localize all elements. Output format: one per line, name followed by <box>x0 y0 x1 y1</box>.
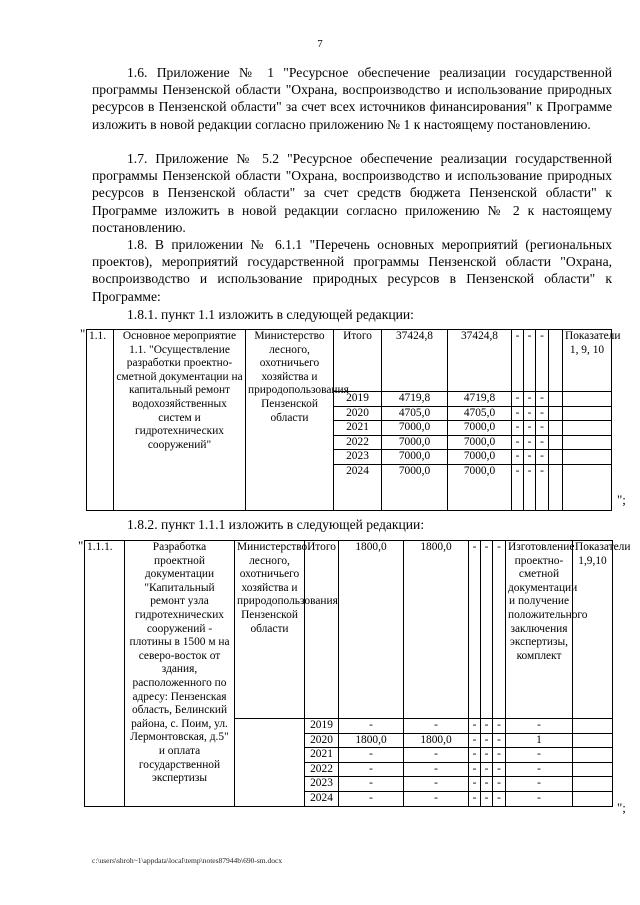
regional-cell: 1800,0 <box>404 733 469 748</box>
empty-cell <box>549 330 563 392</box>
page-number: 7 <box>317 38 323 50</box>
dash-cell: - <box>493 791 506 806</box>
item-number: 1.1.1. <box>85 541 125 807</box>
total-cell: 1800,0 <box>339 733 404 748</box>
empty-cell <box>549 435 563 450</box>
empty-cell <box>549 392 563 407</box>
regional-cell: 1800,0 <box>404 541 469 719</box>
dash-cell: - <box>469 791 481 806</box>
empty-cell <box>549 421 563 436</box>
table2-open-quote: " <box>78 538 84 553</box>
empty-cell <box>563 392 612 407</box>
total-cell: 37424,8 <box>382 330 448 392</box>
dash-cell: - <box>524 330 536 392</box>
dash-cell: - <box>469 777 481 792</box>
empty-cell <box>563 464 612 510</box>
dash-cell: - <box>524 450 536 465</box>
regional-cell: 4719,8 <box>448 392 512 407</box>
year-cell: 2019 <box>334 392 382 407</box>
empty-cell <box>549 406 563 421</box>
dash-cell: - <box>493 748 506 763</box>
dash-cell: - <box>524 464 536 510</box>
empty-cell <box>573 762 613 777</box>
regional-cell: 7000,0 <box>448 435 512 450</box>
table1-close-quote: "; <box>617 492 626 507</box>
dash-cell: - <box>481 762 493 777</box>
dash-cell: - <box>536 464 549 510</box>
empty-cell <box>549 450 563 465</box>
table1-open-quote: " <box>80 326 86 341</box>
dash-cell: - <box>512 392 524 407</box>
regional-cell: - <box>404 777 469 792</box>
paragraph-1-8: 1.8. В приложении № 6.1.1 "Перечень основных мероприятий (региональных проектов), мероприятий государственной программы Пензенской области "Охрана, воспроизводство и использование природных ресурсов в Пензенской области" к Программе: <box>92 237 612 304</box>
regional-cell: - <box>404 719 469 734</box>
dash-cell: - <box>481 541 493 719</box>
year-cell: 2020 <box>305 733 339 748</box>
result-cell: - <box>506 762 573 777</box>
regional-cell: 4705,0 <box>448 406 512 421</box>
empty-cell <box>563 450 612 465</box>
dash-cell: - <box>512 421 524 436</box>
dash-cell: - <box>536 392 549 407</box>
dash-cell: - <box>469 719 481 734</box>
dash-cell: - <box>481 791 493 806</box>
empty-cell <box>573 733 613 748</box>
empty-cell <box>573 748 613 763</box>
result-cell: - <box>506 719 573 734</box>
executor: Министерство лесного, охотничьего хозяйства и природопользования Пензенской области <box>235 541 305 719</box>
dash-cell: - <box>524 435 536 450</box>
regional-cell: 7000,0 <box>448 450 512 465</box>
regional-cell: 7000,0 <box>448 464 512 510</box>
dash-cell: - <box>536 435 549 450</box>
year-cell: 2023 <box>334 450 382 465</box>
result-cell: - <box>506 777 573 792</box>
total-cell: - <box>339 762 404 777</box>
dash-cell: - <box>536 330 549 392</box>
table-1-1-1 <box>84 540 631 807</box>
dash-cell: - <box>493 777 506 792</box>
total-cell: 7000,0 <box>382 464 448 510</box>
dash-cell: - <box>524 406 536 421</box>
year-cell: 2024 <box>334 464 382 510</box>
result-cell: - <box>506 748 573 763</box>
result-cell: - <box>506 791 573 806</box>
empty-cell <box>563 421 612 436</box>
dash-cell: - <box>481 777 493 792</box>
indicators-cell: Показатели 1, 9, 10 <box>563 330 612 392</box>
dash-cell: - <box>493 541 506 719</box>
total-cell: - <box>339 791 404 806</box>
empty-cell <box>573 777 613 792</box>
footer-file-path: c:\users\shroh~1\appdata\local\temp\notes87944b\690-sm.docx <box>92 856 283 865</box>
indicators-cell: Показатели 1,9,10 <box>573 541 613 719</box>
empty-cell <box>563 435 612 450</box>
table-1-1 <box>86 329 621 511</box>
dash-cell: - <box>524 392 536 407</box>
year-cell: 2022 <box>334 435 382 450</box>
item-name: Основное мероприятие 1.1. "Осуществление разработки проектно-сметной документации на капитальный ремонт водохозяйственных систем и гидротехнических сооружений" <box>114 330 246 511</box>
total-cell: - <box>339 719 404 734</box>
dash-cell: - <box>512 406 524 421</box>
dash-cell: - <box>512 435 524 450</box>
total-cell: 4705,0 <box>382 406 448 421</box>
dash-cell: - <box>512 450 524 465</box>
dash-cell: - <box>536 450 549 465</box>
dash-cell: - <box>481 733 493 748</box>
empty-cell <box>549 464 563 510</box>
item-name: Разработка проектной документации "Капитальный ремонт узла гидротехнических сооружений - плотины в 1500 м на северо-восток от здания, расположенного по адресу: Пензенская область, Белинский района, с. Поим, ул. Лермонтовская, д.5" и оплата государственной экспертизы <box>125 541 235 807</box>
dash-cell: - <box>469 733 481 748</box>
result-cell: Изготовление проектно-сметной документации и получение положительного заключения экспертизы, комплект <box>506 541 573 719</box>
total-cell: 7000,0 <box>382 450 448 465</box>
year-cell: Итого <box>334 330 382 392</box>
executor: Министерство лесного, охотничьего хозяйства и природопользования Пензенской области <box>246 330 334 511</box>
total-cell: 7000,0 <box>382 421 448 436</box>
table2-close-quote: "; <box>617 800 626 815</box>
table-row <box>85 541 613 719</box>
paragraph-1-6: 1.6. Приложение № 1 "Ресурсное обеспечение реализации государственной программы Пензенской области "Охрана, воспроизводство и использование природных ресурсов в Пензенской области" за счет всех источников финансирования" к Программе изложить в новой редакции согласно приложению № 1 к настоящему постановлению. <box>92 65 612 132</box>
dash-cell: - <box>512 330 524 392</box>
total-cell: 1800,0 <box>339 541 404 719</box>
regional-cell: 37424,8 <box>448 330 512 392</box>
empty-cell <box>573 791 613 806</box>
empty-cell <box>563 406 612 421</box>
regional-cell: 7000,0 <box>448 421 512 436</box>
dash-cell: - <box>469 762 481 777</box>
dash-cell: - <box>493 762 506 777</box>
result-cell: 1 <box>506 733 573 748</box>
empty-cell <box>573 719 613 734</box>
dash-cell: - <box>469 748 481 763</box>
dash-cell: - <box>493 719 506 734</box>
regional-cell: - <box>404 762 469 777</box>
item-number: 1.1. <box>87 330 114 511</box>
subheading-1-8-1: 1.8.1. пункт 1.1 изложить в следующей редакции: <box>127 307 414 322</box>
regional-cell: - <box>404 748 469 763</box>
year-cell: 2024 <box>305 791 339 806</box>
year-cell: Итого <box>305 541 339 719</box>
total-cell: 4719,8 <box>382 392 448 407</box>
year-cell: 2022 <box>305 762 339 777</box>
year-cell: 2021 <box>334 421 382 436</box>
total-cell: 7000,0 <box>382 435 448 450</box>
year-cell: 2021 <box>305 748 339 763</box>
total-cell: - <box>339 777 404 792</box>
year-cell: 2019 <box>305 719 339 734</box>
dash-cell: - <box>536 421 549 436</box>
subheading-1-8-2: 1.8.2. пункт 1.1.1 изложить в следующей редакции: <box>127 517 425 532</box>
dash-cell: - <box>536 406 549 421</box>
year-cell: 2020 <box>334 406 382 421</box>
paragraph-1-7: 1.7. Приложение № 5.2 "Ресурсное обеспечение реализации государственной программы Пензенской области "Охрана, воспроизводство и использование природных ресурсов в Пензенской области" за счет средств бюджета Пензенской области" к Программе изложить в новой редакции согласно приложению № 2 к настоящему постановлению. <box>92 151 612 235</box>
dash-cell: - <box>481 748 493 763</box>
dash-cell: - <box>524 421 536 436</box>
total-cell: - <box>339 748 404 763</box>
table-row <box>87 330 612 392</box>
dash-cell: - <box>493 733 506 748</box>
dash-cell: - <box>481 719 493 734</box>
dash-cell: - <box>469 541 481 719</box>
year-cell: 2023 <box>305 777 339 792</box>
regional-cell: - <box>404 791 469 806</box>
empty-cell <box>235 719 305 807</box>
dash-cell: - <box>512 464 524 510</box>
